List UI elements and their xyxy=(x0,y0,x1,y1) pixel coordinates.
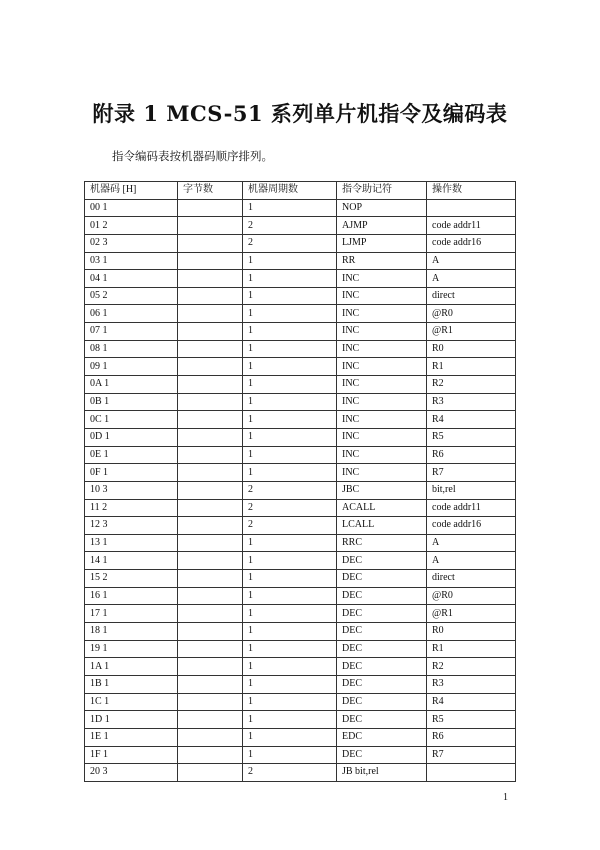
bytes-cell xyxy=(178,305,243,323)
machine-code-cell: 05 2 xyxy=(85,287,178,305)
operands-cell: A xyxy=(427,534,516,552)
operands-cell: @R1 xyxy=(427,323,516,341)
table-row xyxy=(85,340,516,358)
table-row xyxy=(85,305,516,323)
cycles-cell: 2 xyxy=(243,517,337,535)
bytes-cell xyxy=(178,693,243,711)
cycles-cell: 2 xyxy=(243,234,337,252)
operands-cell: R5 xyxy=(427,428,516,446)
machine-code-cell: 1A 1 xyxy=(85,658,178,676)
bytes-cell xyxy=(178,446,243,464)
bytes-cell xyxy=(178,376,243,394)
page-title: 附录 1 MCS-51 系列单片机指令及编码表 xyxy=(92,101,508,126)
machine-code-cell: 18 1 xyxy=(85,623,178,641)
operands-cell: @R1 xyxy=(427,605,516,623)
mnemonic-cell: LJMP xyxy=(337,234,427,252)
bytes-cell xyxy=(178,358,243,376)
table-row xyxy=(85,358,516,376)
table-row xyxy=(85,376,516,394)
table-row xyxy=(85,623,516,641)
table-row xyxy=(85,464,516,482)
bytes-cell xyxy=(178,481,243,499)
header-bytes: 字节数 xyxy=(178,182,243,200)
cycles-cell: 1 xyxy=(243,640,337,658)
bytes-cell xyxy=(178,287,243,305)
mnemonic-cell: DEC xyxy=(337,640,427,658)
table-row xyxy=(85,640,516,658)
machine-code-cell: 0C 1 xyxy=(85,411,178,429)
operands-cell: code addr16 xyxy=(427,517,516,535)
table-row xyxy=(85,217,516,235)
cycles-cell: 1 xyxy=(243,287,337,305)
table-row xyxy=(85,428,516,446)
header-mnemonic: 指令助记符 xyxy=(337,182,427,200)
cycles-cell: 1 xyxy=(243,587,337,605)
operands-cell: R7 xyxy=(427,746,516,764)
cycles-cell: 1 xyxy=(243,693,337,711)
cycles-cell: 1 xyxy=(243,340,337,358)
bytes-cell xyxy=(178,534,243,552)
bytes-cell xyxy=(178,323,243,341)
bytes-cell xyxy=(178,605,243,623)
cycles-cell: 1 xyxy=(243,570,337,588)
cycles-cell: 1 xyxy=(243,358,337,376)
bytes-cell xyxy=(178,587,243,605)
mnemonic-cell: DEC xyxy=(337,587,427,605)
operands-cell: R6 xyxy=(427,446,516,464)
page-number: 1 xyxy=(503,792,508,803)
mnemonic-cell: AJMP xyxy=(337,217,427,235)
bytes-cell xyxy=(178,464,243,482)
machine-code-cell: 14 1 xyxy=(85,552,178,570)
mnemonic-cell: DEC xyxy=(337,711,427,729)
operands-cell: R5 xyxy=(427,711,516,729)
mnemonic-cell: INC xyxy=(337,323,427,341)
operands-cell: @R0 xyxy=(427,587,516,605)
bytes-cell xyxy=(178,640,243,658)
mnemonic-cell: INC xyxy=(337,428,427,446)
cycles-cell: 2 xyxy=(243,481,337,499)
machine-code-cell: 0A 1 xyxy=(85,376,178,394)
bytes-cell xyxy=(178,711,243,729)
machine-code-cell: 01 2 xyxy=(85,217,178,235)
bytes-cell xyxy=(178,552,243,570)
machine-code-cell: 17 1 xyxy=(85,605,178,623)
cycles-cell: 1 xyxy=(243,305,337,323)
table-row xyxy=(85,764,516,782)
operands-cell: bit,rel xyxy=(427,481,516,499)
cycles-cell: 2 xyxy=(243,499,337,517)
operands-cell xyxy=(427,764,516,782)
cycles-cell: 1 xyxy=(243,446,337,464)
operands-cell: A xyxy=(427,270,516,288)
bytes-cell xyxy=(178,675,243,693)
header-cycles: 机器周期数 xyxy=(243,182,337,200)
table-row xyxy=(85,199,516,217)
mnemonic-cell: EDC xyxy=(337,728,427,746)
machine-code-cell: 1C 1 xyxy=(85,693,178,711)
machine-code-cell: 19 1 xyxy=(85,640,178,658)
table-row xyxy=(85,411,516,429)
mnemonic-cell: RRC xyxy=(337,534,427,552)
bytes-cell xyxy=(178,746,243,764)
table-row xyxy=(85,323,516,341)
mnemonic-cell: DEC xyxy=(337,693,427,711)
bytes-cell xyxy=(178,340,243,358)
bytes-cell xyxy=(178,658,243,676)
machine-code-cell: 03 1 xyxy=(85,252,178,270)
cycles-cell: 1 xyxy=(243,393,337,411)
bytes-cell xyxy=(178,411,243,429)
mnemonic-cell: ACALL xyxy=(337,499,427,517)
cycles-cell: 1 xyxy=(243,623,337,641)
operands-cell: R0 xyxy=(427,340,516,358)
cycles-cell: 2 xyxy=(243,764,337,782)
cycles-cell: 1 xyxy=(243,746,337,764)
operands-cell: R4 xyxy=(427,411,516,429)
cycles-cell: 1 xyxy=(243,534,337,552)
table-row xyxy=(85,234,516,252)
bytes-cell xyxy=(178,764,243,782)
machine-code-cell: 02 3 xyxy=(85,234,178,252)
bytes-cell xyxy=(178,393,243,411)
table-row xyxy=(85,658,516,676)
cycles-cell: 1 xyxy=(243,728,337,746)
bytes-cell xyxy=(178,199,243,217)
machine-code-cell: 20 3 xyxy=(85,764,178,782)
machine-code-cell: 00 1 xyxy=(85,199,178,217)
operands-cell: @R0 xyxy=(427,305,516,323)
operands-cell: direct xyxy=(427,287,516,305)
mnemonic-cell: DEC xyxy=(337,623,427,641)
table-row xyxy=(85,534,516,552)
bytes-cell xyxy=(178,252,243,270)
table-row xyxy=(85,270,516,288)
machine-code-cell: 1B 1 xyxy=(85,675,178,693)
operands-cell: code addr11 xyxy=(427,499,516,517)
operands-cell: R4 xyxy=(427,693,516,711)
cycles-cell: 1 xyxy=(243,323,337,341)
bytes-cell xyxy=(178,728,243,746)
table-row xyxy=(85,605,516,623)
machine-code-cell: 07 1 xyxy=(85,323,178,341)
cycles-cell: 1 xyxy=(243,675,337,693)
table-row xyxy=(85,587,516,605)
operands-cell: R3 xyxy=(427,675,516,693)
machine-code-cell: 08 1 xyxy=(85,340,178,358)
mnemonic-cell: JB bit,rel xyxy=(337,764,427,782)
mnemonic-cell: RR xyxy=(337,252,427,270)
operands-cell xyxy=(427,199,516,217)
mnemonic-cell: INC xyxy=(337,287,427,305)
cycles-cell: 1 xyxy=(243,428,337,446)
cycles-cell: 2 xyxy=(243,217,337,235)
machine-code-cell: 1D 1 xyxy=(85,711,178,729)
cycles-cell: 1 xyxy=(243,464,337,482)
table-row xyxy=(85,746,516,764)
mnemonic-cell: DEC xyxy=(337,552,427,570)
machine-code-cell: 16 1 xyxy=(85,587,178,605)
cycles-cell: 1 xyxy=(243,270,337,288)
operands-cell: R2 xyxy=(427,658,516,676)
mnemonic-cell: DEC xyxy=(337,675,427,693)
mnemonic-cell: INC xyxy=(337,376,427,394)
cycles-cell: 1 xyxy=(243,658,337,676)
bytes-cell xyxy=(178,234,243,252)
header-machine-code: 机器码 [H] xyxy=(85,182,178,200)
bytes-cell xyxy=(178,270,243,288)
table-row xyxy=(85,693,516,711)
cycles-cell: 1 xyxy=(243,376,337,394)
mnemonic-cell: DEC xyxy=(337,605,427,623)
bytes-cell xyxy=(178,570,243,588)
cycles-cell: 1 xyxy=(243,711,337,729)
operands-cell: direct xyxy=(427,570,516,588)
cycles-cell: 1 xyxy=(243,411,337,429)
machine-code-cell: 09 1 xyxy=(85,358,178,376)
operands-cell: R7 xyxy=(427,464,516,482)
table-row xyxy=(85,675,516,693)
mnemonic-cell: INC xyxy=(337,464,427,482)
mnemonic-cell: INC xyxy=(337,446,427,464)
mnemonic-cell: INC xyxy=(337,270,427,288)
table-row xyxy=(85,517,516,535)
mnemonic-cell: LCALL xyxy=(337,517,427,535)
mnemonic-cell: DEC xyxy=(337,746,427,764)
mnemonic-cell: INC xyxy=(337,411,427,429)
table-row xyxy=(85,570,516,588)
table-row xyxy=(85,446,516,464)
machine-code-cell: 0D 1 xyxy=(85,428,178,446)
operands-cell: R6 xyxy=(427,728,516,746)
table-row xyxy=(85,481,516,499)
table-row xyxy=(85,728,516,746)
machine-code-cell: 11 2 xyxy=(85,499,178,517)
header-operands: 操作数 xyxy=(427,182,516,200)
cycles-cell: 1 xyxy=(243,552,337,570)
bytes-cell xyxy=(178,428,243,446)
cycles-cell: 1 xyxy=(243,605,337,623)
operands-cell: R3 xyxy=(427,393,516,411)
table-row xyxy=(85,499,516,517)
operands-cell: A xyxy=(427,552,516,570)
mnemonic-cell: DEC xyxy=(337,570,427,588)
operands-cell: R1 xyxy=(427,358,516,376)
table-row xyxy=(85,711,516,729)
table-header-row xyxy=(85,182,516,200)
operands-cell: R2 xyxy=(427,376,516,394)
operands-cell: code addr16 xyxy=(427,234,516,252)
machine-code-cell: 1F 1 xyxy=(85,746,178,764)
machine-code-cell: 0B 1 xyxy=(85,393,178,411)
machine-code-cell: 12 3 xyxy=(85,517,178,535)
machine-code-cell: 04 1 xyxy=(85,270,178,288)
intro-text: 指令编码表按机器码顺序排列。 xyxy=(112,149,273,163)
mnemonic-cell: INC xyxy=(337,393,427,411)
operands-cell: code addr11 xyxy=(427,217,516,235)
table-row xyxy=(85,393,516,411)
machine-code-cell: 13 1 xyxy=(85,534,178,552)
bytes-cell xyxy=(178,623,243,641)
mnemonic-cell: INC xyxy=(337,305,427,323)
machine-code-cell: 10 3 xyxy=(85,481,178,499)
mnemonic-cell: INC xyxy=(337,358,427,376)
mnemonic-cell: NOP xyxy=(337,199,427,217)
operands-cell: A xyxy=(427,252,516,270)
table-row xyxy=(85,287,516,305)
bytes-cell xyxy=(178,517,243,535)
mnemonic-cell: JBC xyxy=(337,481,427,499)
cycles-cell: 1 xyxy=(243,199,337,217)
operands-cell: R1 xyxy=(427,640,516,658)
mnemonic-cell: DEC xyxy=(337,658,427,676)
machine-code-cell: 0F 1 xyxy=(85,464,178,482)
machine-code-cell: 15 2 xyxy=(85,570,178,588)
table-row xyxy=(85,552,516,570)
instruction-table xyxy=(84,181,516,782)
bytes-cell xyxy=(178,217,243,235)
table-body xyxy=(85,199,516,781)
bytes-cell xyxy=(178,499,243,517)
machine-code-cell: 06 1 xyxy=(85,305,178,323)
cycles-cell: 1 xyxy=(243,252,337,270)
table-row xyxy=(85,252,516,270)
operands-cell: R0 xyxy=(427,623,516,641)
machine-code-cell: 0E 1 xyxy=(85,446,178,464)
mnemonic-cell: INC xyxy=(337,340,427,358)
machine-code-cell: 1E 1 xyxy=(85,728,178,746)
